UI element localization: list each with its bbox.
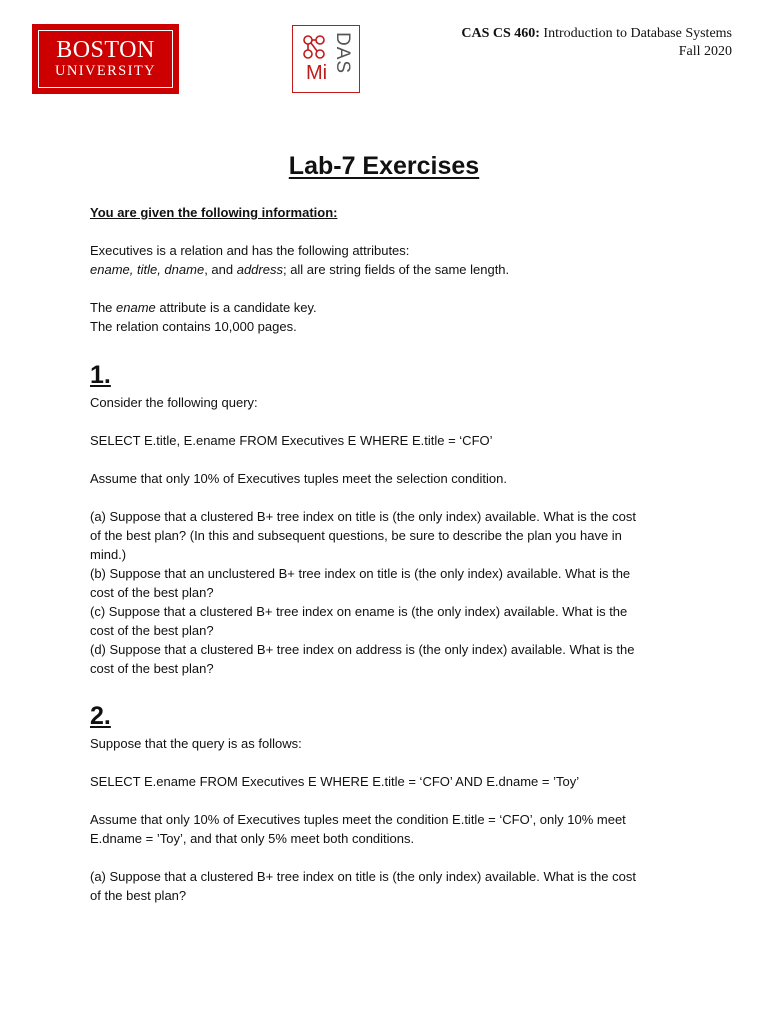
q1-parts [90,507,690,678]
question-2 [90,701,690,731]
q1-intro: Consider the following query: [90,395,258,410]
course-name: Introduction to Database Systems [543,26,732,41]
question-1-body [90,393,690,412]
given-section [90,203,690,222]
q1-assumption-block [90,469,690,488]
q1-part-c-line2: cost of the best plan? [90,623,214,638]
attributes-line [90,260,690,279]
q2-part-a-line2: of the best plan? [90,888,187,903]
q1-query-block [90,431,690,450]
attributes-rest: ; all are string fields of the same length. [282,262,510,277]
question-2-number: 2. [90,702,111,730]
page-title-text: Lab-7 Exercises [288,152,480,180]
q2-intro: Suppose that the query is as follows: [90,736,302,751]
q1-part-d-line1: (d) Suppose that a clustered B+ tree index on address is (the only index) available. What is the [90,642,635,657]
question-1 [90,360,690,390]
midas-logo [292,25,360,93]
q2-parts [90,867,690,905]
bu-logo-line1: BOSTON [56,37,155,63]
q1-part-b-line1: (b) Suppose that an unclustered B+ tree index on title is (the only index) available. What is the [90,566,631,581]
q1-part-d-line2: cost of the best plan? [90,661,214,676]
key-line [90,298,690,317]
page-title [0,150,768,182]
relation-description [90,241,690,279]
q1-query: SELECT E.title, E.ename FROM Executives E WHERE E.title = ‘CFO’ [90,433,493,448]
question-2-body [90,734,690,753]
q2-assumption-block [90,810,690,848]
midas-logo-mi: Mi [306,62,328,84]
attributes-sep: , and [204,262,237,277]
question-1-number: 1. [90,361,111,389]
key-line-post: attribute is a candidate key. [155,300,317,315]
attributes-italic-1: ename, title, dname [90,262,205,277]
course-code: CAS CS 460: [461,26,540,41]
q1-assumption: Assume that only 10% of Executives tuples meet the selection condition. [90,471,507,486]
attributes-italic-2: address [236,262,283,277]
q1-part-a-line3: mind.) [90,547,127,562]
pages-line: The relation contains 10,000 pages. [90,319,297,334]
q1-part-b-line2: cost of the best plan? [90,585,214,600]
q1-part-c-line1: (c) Suppose that a clustered B+ tree index on ename is (the only index) available. What is the [90,604,628,619]
boston-university-logo [33,25,178,93]
midas-network-icon [302,33,332,61]
key-line-attr: ename [116,300,156,315]
q1-part-a-line1: (a) Suppose that a clustered B+ tree index on title is (the only index) available. What is the cost [90,509,636,524]
key-line-pre: The [90,300,117,315]
bu-logo-line2: UNIVERSITY [55,63,156,79]
relation-line: Executives is a relation and has the following attributes: [90,243,410,258]
midas-logo-das: DAS [332,32,353,75]
q2-query: SELECT E.ename FROM Executives E WHERE E.title = ‘CFO’ AND E.dname = ’Toy’ [90,774,580,789]
course-info [461,25,732,61]
q2-query-block [90,772,690,791]
given-heading: You are given the following information: [90,205,338,220]
q2-part-a-line1: (a) Suppose that a clustered B+ tree index on title is (the only index) available. What is the cost [90,869,636,884]
key-description [90,298,690,336]
q2-assumption-line2: E.dname = ’Toy’, and that only 5% meet both conditions. [90,831,415,846]
q1-part-a-line2: of the best plan? (In this and subsequent questions, be sure to describe the plan you have in [90,528,622,543]
course-term: Fall 2020 [678,44,732,59]
q2-assumption-line1: Assume that only 10% of Executives tuples meet the condition E.title = ‘CFO’, only 10% meet [90,812,626,827]
